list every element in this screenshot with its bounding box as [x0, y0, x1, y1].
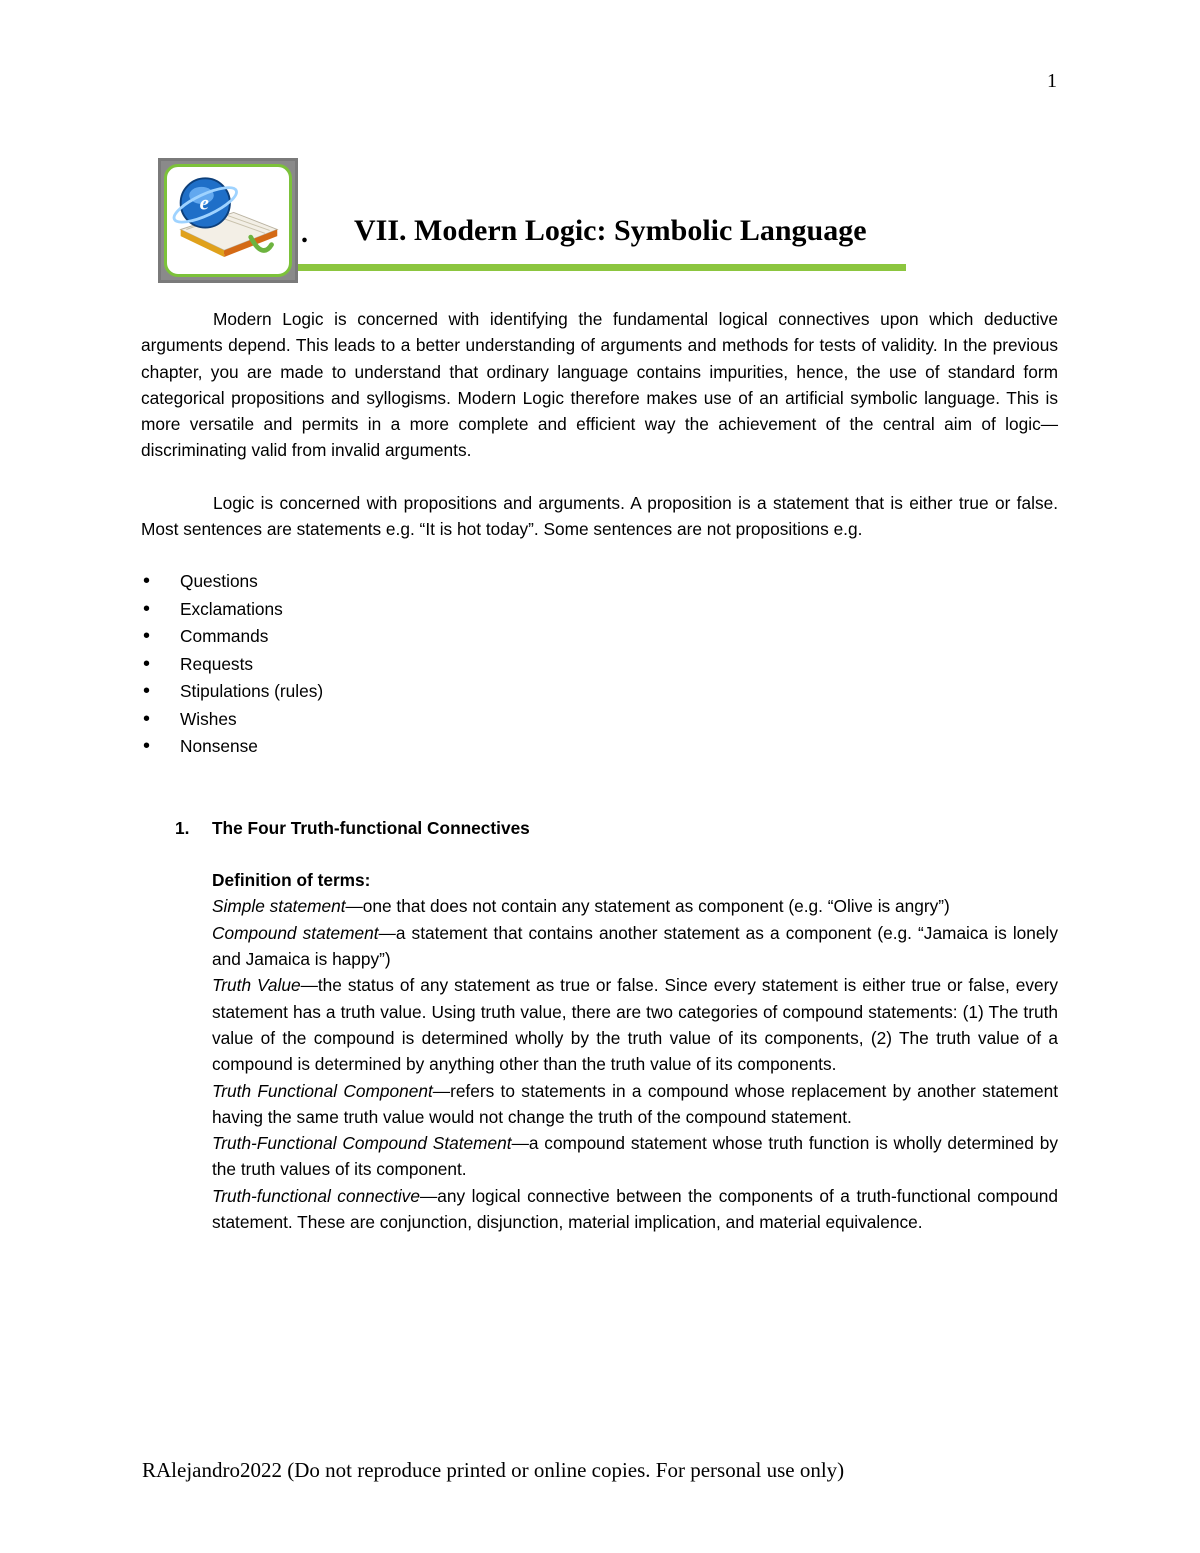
definition-text: —one that does not contain any statement as component (e.g. “Olive is angry”) — [345, 896, 950, 917]
list-item: • Commands — [141, 623, 1058, 651]
definition-term: Simple statement — [212, 896, 346, 917]
list-item: • Exclamations — [141, 596, 1058, 624]
definition-item — [212, 1130, 1058, 1183]
definitions — [212, 867, 1058, 1235]
definition-item — [212, 893, 1058, 919]
definition-term: Truth Functional Component — [212, 1080, 433, 1101]
intro-paragraph-2: Logic is concerned with propositions and arguments. A proposition is a statement that is either true or false. Most sentences are statements e.g. “It is hot today”. Some sentences are not propositions e.g. — [141, 492, 1058, 540]
definition-term: Compound statement — [212, 922, 379, 943]
document-body — [141, 306, 1058, 1235]
definition-text: —the status of any statement as true or false. Since every statement is either true or false, every statement has a truth value. Using truth value, there are two categories of compound statements: (1) The truth value of the compound is determined wholly by the truth value of its components, (2) The truth value of a compound is determined by anything other than the truth value of its components. — [212, 975, 1058, 1075]
definition-item — [212, 1078, 1058, 1131]
svg-text:e: e — [199, 190, 209, 215]
definitions-heading: Definition of terms: — [212, 870, 371, 891]
definition-text: —any logical connective between the components of a truth-functional compound statement. These are conjunction, disjunction, material implication, and material equivalence. — [212, 1185, 1058, 1233]
definition-text: —a compound statement whose truth function is wholly determined by the truth values of its component. — [212, 1133, 1058, 1180]
definition-item — [212, 972, 1058, 1077]
chapter-logo — [158, 158, 298, 283]
definition-term: Truth Value — [212, 975, 301, 996]
list-item: • Requests — [141, 651, 1058, 679]
non-proposition-list — [141, 568, 1058, 761]
intro-paragraph-1: Modern Logic is concerned with identifying the fundamental logical connectives upon which deductive arguments depend. This leads to a better understanding of arguments and methods for tests of validity. In the previous chapter, you are made to understand that ordinary language contains impurities, hence, the use of standard form categorical propositions and syllogisms. Modern Logic therefore makes use of an artificial symbolic language. This is more versatile and permits in a more complete and efficient way the achievement of the central aim of logic—discriminating valid from invalid arguments. — [141, 309, 1058, 461]
definition-item — [212, 1183, 1058, 1236]
section-number: 1. — [175, 817, 190, 838]
list-item: • Stipulations (rules) — [141, 678, 1058, 706]
list-item: • Wishes — [141, 706, 1058, 734]
definition-text: —a statement that contains another statement as a component (e.g. “Jamaica is lonely and Jamaica is happy”) — [212, 922, 1058, 970]
title-marker: . — [301, 218, 308, 249]
footer-notice: RAlejandro2022 (Do not reproduce printed or online copies. For personal use only) — [142, 1458, 845, 1482]
list-item: • Nonsense — [141, 733, 1058, 761]
section-title: The Four Truth-functional Connectives — [212, 817, 530, 838]
section-heading — [175, 815, 1058, 841]
list-item: • Questions — [141, 568, 1058, 596]
globe-book-icon — [164, 164, 292, 277]
title-underline — [298, 264, 906, 271]
page-number: 1 — [1047, 70, 1057, 92]
definition-text: —refers to statements in a compound whose replacement by another statement having the same truth value would not change the truth of the compound statement. — [212, 1080, 1058, 1127]
definition-term: Truth-functional connective — [212, 1185, 420, 1206]
definition-item — [212, 920, 1058, 973]
section-1 — [141, 815, 1058, 1235]
definition-term: Truth-Functional Compound Statement — [212, 1133, 512, 1154]
chapter-title: VII. Modern Logic: Symbolic Language — [354, 214, 867, 247]
